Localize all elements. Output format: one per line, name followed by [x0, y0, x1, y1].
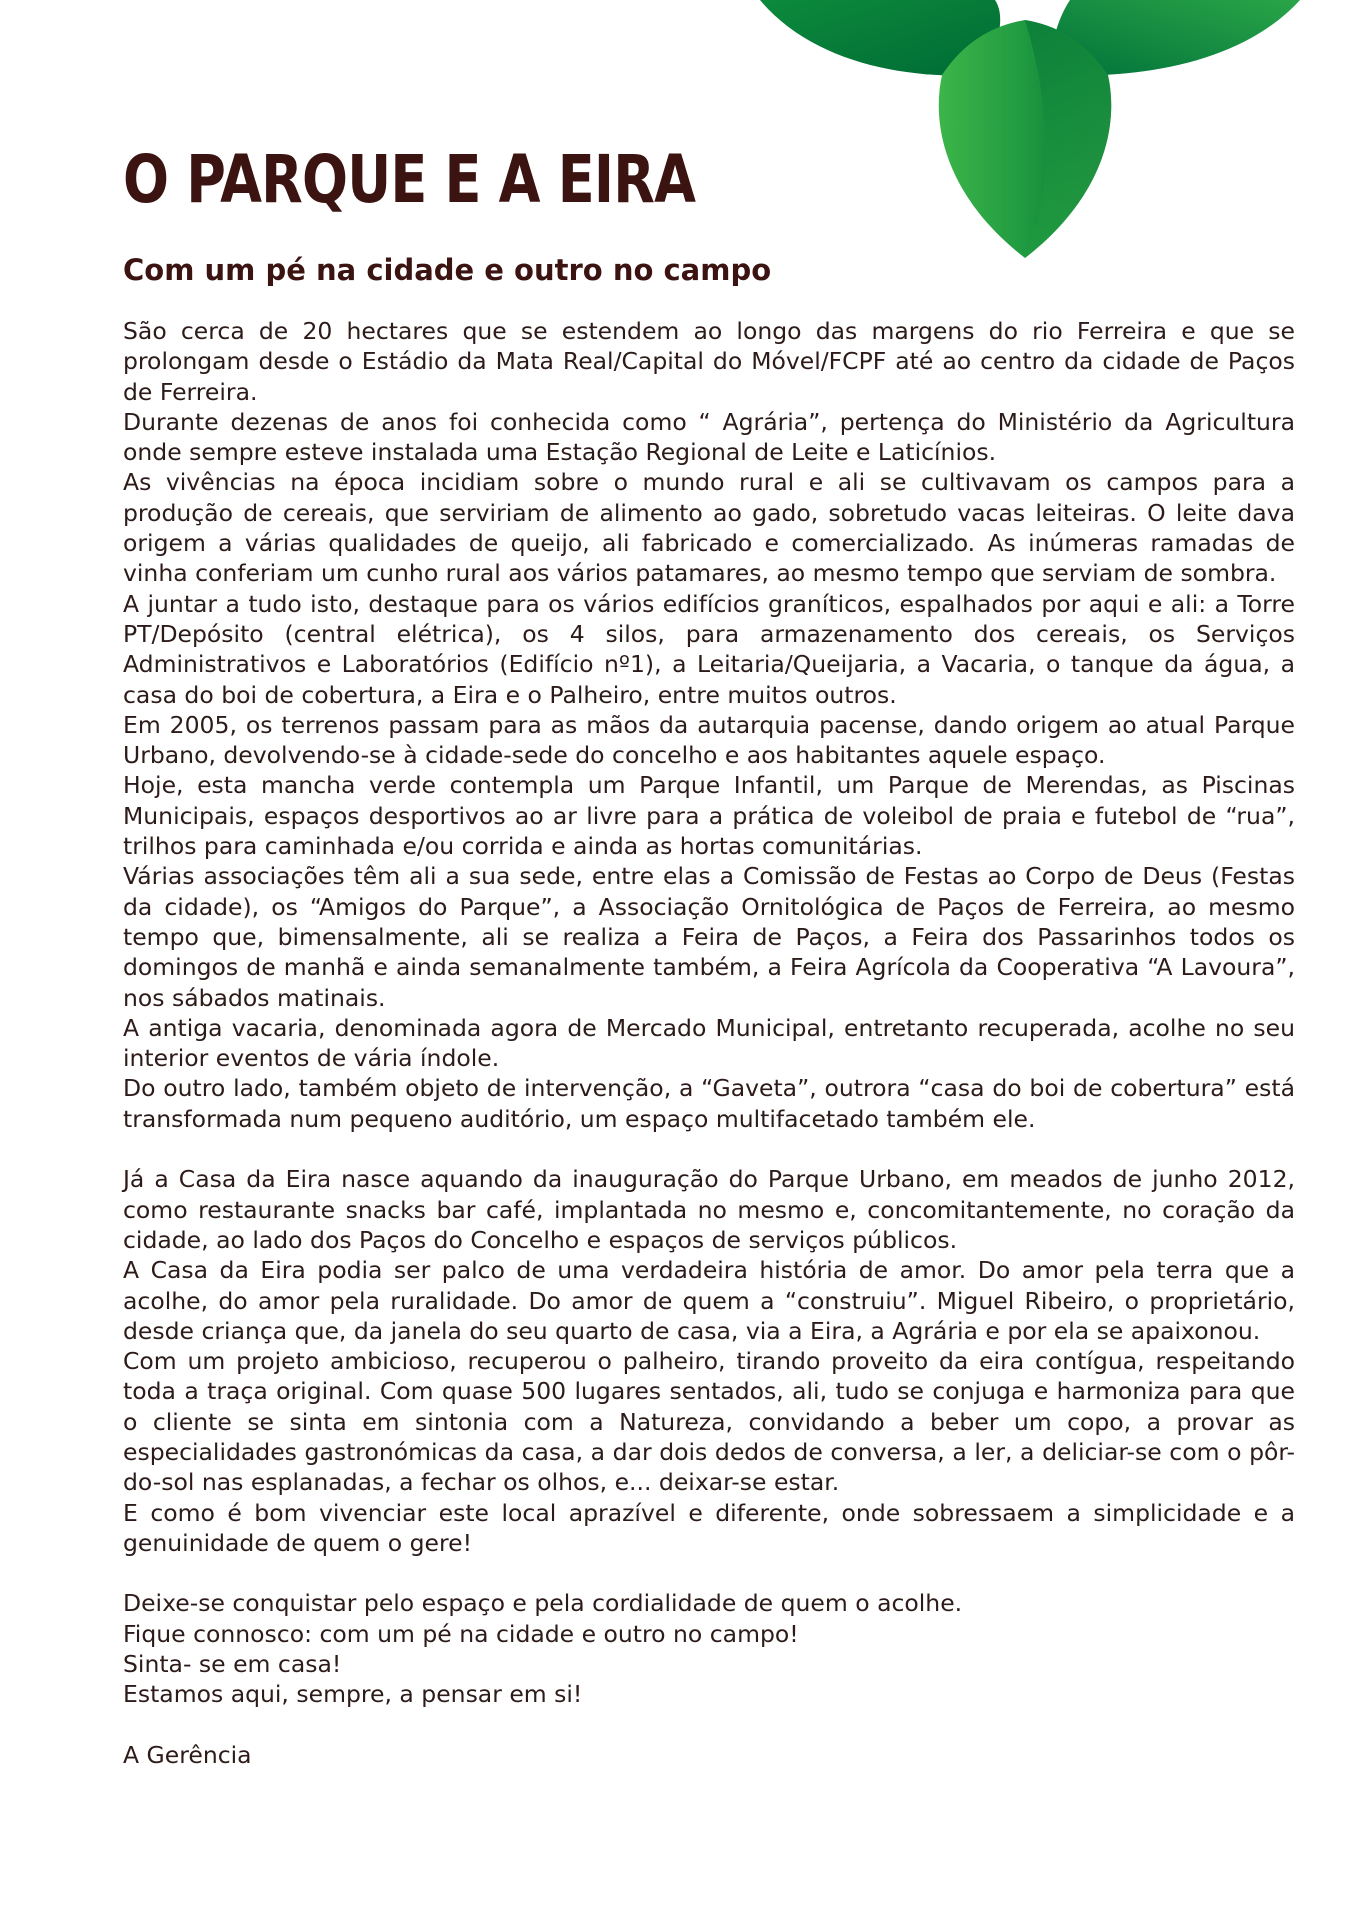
closing-line: Estamos aqui, sempre, a pensar em si!	[123, 1680, 583, 1709]
paragraph: Do outro lado, também objeto de intervenção, a “Gaveta”, outrora “casa do boi de cobertura” está transformada num pequeno auditório, um espaço multifacetado também ele.	[123, 1074, 1295, 1133]
paragraph: Já a Casa da Eira nasce aquando da inauguração do Parque Urbano, em meados de junho 2012, como restaurante snacks bar café, implantada no mesmo e, concomitantemente, no coração da cidade, ao lado dos Paços do Concelho e espaços de serviços públicos.	[123, 1165, 1295, 1254]
closing-line: Sinta- se em casa!	[123, 1650, 342, 1679]
paragraph: A antiga vacaria, denominada agora de Mercado Municipal, entretanto recuperada, acolhe no seu interior eventos de vária índole.	[123, 1013, 1295, 1073]
paragraph: Durante dezenas de anos foi conhecida como “ Agrária”, pertença do Ministério da Agricultura onde sempre esteve instalada uma Estação Regional de Leite e Laticínios.	[123, 407, 1295, 467]
closing-line: Deixe-se conquistar pelo espaço e pela cordialidade de quem o acolhe.	[123, 1589, 963, 1618]
page-subtitle: Com um pé na cidade e outro no campo	[123, 253, 772, 287]
paragraph: Várias associações têm ali a sua sede, entre elas a Comissão de Festas ao Corpo de Deus (Festas da cidade), os “Amigos do Parque”, a Associação Ornitológica de Paços de Ferreira, ao mesmo tempo que, bimensalmente, ali se realiza a Feira de Paços, a Feira dos Passarinhos todos os domingos de manhã e ainda semanalmente também, a Feira Agrícola da Cooperativa “A Lavoura”, nos sábados matinais.	[123, 862, 1295, 1012]
paragraph-gap	[123, 1134, 1295, 1164]
paragraph: A juntar a tudo isto, destaque para os vários edifícios graníticos, espalhados por aqui e ali: a Torre PT/Depósito (central elétrica), os 4 silos, para armazenamento dos cereais, os Serviços Administrativos e Laboratórios (Edifício nº1), a Leitaria/Queijaria, a Vacaria, o tanque da água, a casa do boi de cobertura, a Eira e o Palheiro, entre muitos outros.	[123, 589, 1295, 709]
paragraph: E como é bom vivenciar este local aprazível e diferente, onde sobressaem a simplicidade e a genuinidade de quem o gere!	[123, 1498, 1295, 1557]
paragraph: As vivências na época incidiam sobre o mundo rural e ali se cultivavam os campos para a produção de cereais, que serviriam de alimento ao gado, sobretudo vacas leiteiras. O leite dava origem a várias qualidades de queijo, ali fabricado e comercializado. As inúmeras ramadas de vinha conferiam um cunho rural aos vários patamares, ao mesmo tempo que serviam de sombra.	[123, 468, 1295, 588]
paragraph: Hoje, esta mancha verde contempla um Parque Infantil, um Parque de Merendas, as Piscinas Municipais, espaços desportivos ao ar livre para a prática de voleibol de praia e futebol de “rua”, trilhos para caminhada e/ou corrida e ainda as hortas comunitárias.	[123, 771, 1295, 861]
paragraph: São cerca de 20 hectares que se estendem ao longo das margens do rio Ferreira e que se prolongam desde o Estádio da Mata Real/Capital do Móvel/FCPF até ao centro da cidade de Paços de Ferreira.	[123, 317, 1295, 406]
article-body	[123, 316, 1295, 1770]
closing-line: Fique connosco: com um pé na cidade e outro no campo!	[123, 1619, 799, 1648]
paragraph: Em 2005, os terrenos passam para as mãos da autarquia pacense, dando origem ao atual Parque Urbano, devolvendo-se à cidade-sede do concelho e aos habitantes aquele espaço.	[123, 710, 1295, 770]
signature: A Gerência	[123, 1740, 252, 1769]
paragraph: Com um projeto ambicioso, recuperou o palheiro, tirando proveito da eira contígua, respeitando toda a traça original. Com quase 500 lugares sentados, ali, tudo se conjuga e harmoniza para que o cliente se sinta em sintonia com a Natureza, convidando a beber um copo, a provar as especialidades gastronómicas da casa, a dar dois dedos de conversa, a ler, a deliciar-se com o pôr-do-sol nas esplanadas, a fechar os olhos, e... deixar-se estar.	[123, 1347, 1295, 1497]
page-title: O PARQUE E A EIRA	[123, 141, 696, 218]
paragraph-gap	[123, 1710, 1295, 1740]
paragraph: A Casa da Eira podia ser palco de uma verdadeira história de amor. Do amor pela terra que a acolhe, do amor pela ruralidade. Do amor de quem a “construiu”. Miguel Ribeiro, o proprietário, desde criança que, da janela do seu quarto de casa, via a Eira, a Agrária e por ela se apaixonou.	[123, 1256, 1295, 1345]
paragraph-gap	[123, 1558, 1295, 1588]
green-leaves-decoration	[750, 0, 1310, 270]
